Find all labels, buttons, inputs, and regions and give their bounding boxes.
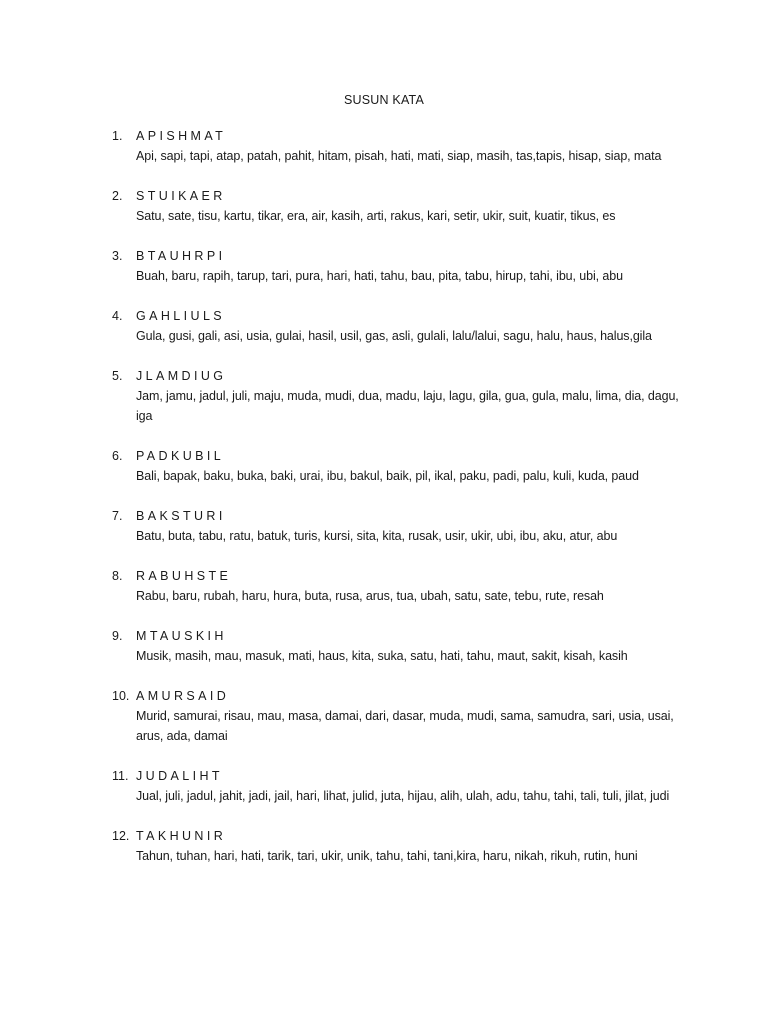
answer-words: Satu, sate, tisu, kartu, tikar, era, air, kasih, arti, rakus, kari, setir, ukir, suit, kuatir, tikus, es: [136, 209, 616, 223]
answer-words: Rabu, baru, rubah, haru, hura, buta, rusa, arus, tua, ubah, satu, sate, tebu, rute, resah: [136, 589, 604, 603]
item-number: 12.: [112, 829, 130, 843]
list-item: [112, 626, 692, 666]
item-number: 1.: [112, 129, 123, 143]
list-item: [112, 506, 692, 546]
item-number: 8.: [112, 569, 123, 583]
list-item: [112, 566, 692, 606]
item-number: 3.: [112, 249, 123, 263]
scrambled-letters: JLAMDIUG: [136, 369, 227, 383]
answer-words: Gula, gusi, gali, asi, usia, gulai, hasil, usil, gas, asli, gulali, lalu/lalui, sagu, halu, haus, halus,gila: [136, 329, 652, 343]
list-item: [112, 686, 692, 746]
list-item: [112, 186, 692, 226]
scrambled-letters: AMURSAID: [136, 689, 230, 703]
answer-words: Jual, juli, jadul, jahit, jadi, jail, hari, lihat, julid, juta, hijau, alih, ulah, adu, tahu, tahi, tali, tuli, jilat, judi: [136, 789, 670, 803]
scrambled-letters: RABUHSTE: [136, 569, 232, 583]
list-item: [112, 306, 692, 346]
item-number: 10.: [112, 689, 130, 703]
answer-words: Musik, masih, mau, masuk, mati, haus, kita, suka, satu, hati, tahu, maut, sakit, kisah, kasih: [136, 649, 628, 663]
answer-words: Jam, jamu, jadul, juli, maju, muda, mudi, dua, madu, laju, lagu, gila, gua, gula, malu, lima, dia, dagu, iga: [136, 389, 679, 423]
list-item: [112, 766, 692, 806]
answer-words: Tahun, tuhan, hari, hati, tarik, tari, ukir, unik, tahu, tahi, tani,kira, haru, nikah, rikuh, rutin, huni: [136, 849, 638, 863]
answer-words: Murid, samurai, risau, mau, masa, damai, dari, dasar, muda, mudi, sama, samudra, sari, usia, usai, arus, ada, damai: [136, 709, 674, 743]
item-number: 9.: [112, 629, 123, 643]
scrambled-letters: GAHLIULS: [136, 309, 226, 323]
list-item: [112, 366, 692, 426]
answer-words: Bali, bapak, baku, buka, baki, urai, ibu, bakul, baik, pil, ikal, paku, padi, palu, kuli, kuda, paud: [136, 469, 639, 483]
scrambled-letters: STUIKAER: [136, 189, 226, 203]
scrambled-letters: MTAUSKIH: [136, 629, 227, 643]
word-puzzle-list: [112, 126, 692, 886]
item-number: 4.: [112, 309, 123, 323]
scrambled-letters: BAKSTURI: [136, 509, 226, 523]
list-item: [112, 126, 692, 166]
item-number: 7.: [112, 509, 123, 523]
item-number: 6.: [112, 449, 123, 463]
answer-words: Batu, buta, tabu, ratu, batuk, turis, kursi, sita, kita, rusak, usir, ukir, ubi, ibu, aku, atur, abu: [136, 529, 618, 543]
item-number: 5.: [112, 369, 123, 383]
scrambled-letters: JUDALIHT: [136, 769, 223, 783]
scrambled-letters: APISHMAT: [136, 129, 227, 143]
scrambled-letters: BTAUHRPI: [136, 249, 226, 263]
list-item: [112, 446, 692, 486]
scrambled-letters: TAKHUNIR: [136, 829, 227, 843]
item-number: 2.: [112, 189, 123, 203]
answer-words: Api, sapi, tapi, atap, patah, pahit, hitam, pisah, hati, mati, siap, masih, tas,tapis, hisap, siap, mata: [136, 149, 662, 163]
page-title: SUSUN KATA: [343, 93, 425, 107]
list-item: [112, 246, 692, 286]
scrambled-letters: PADKUBIL: [136, 449, 225, 463]
answer-words: Buah, baru, rapih, tarup, tari, pura, hari, hati, tahu, bau, pita, tabu, hirup, tahi, ibu, ubi, abu: [136, 269, 623, 283]
list-item: [112, 826, 692, 866]
item-number: 11.: [112, 769, 129, 783]
